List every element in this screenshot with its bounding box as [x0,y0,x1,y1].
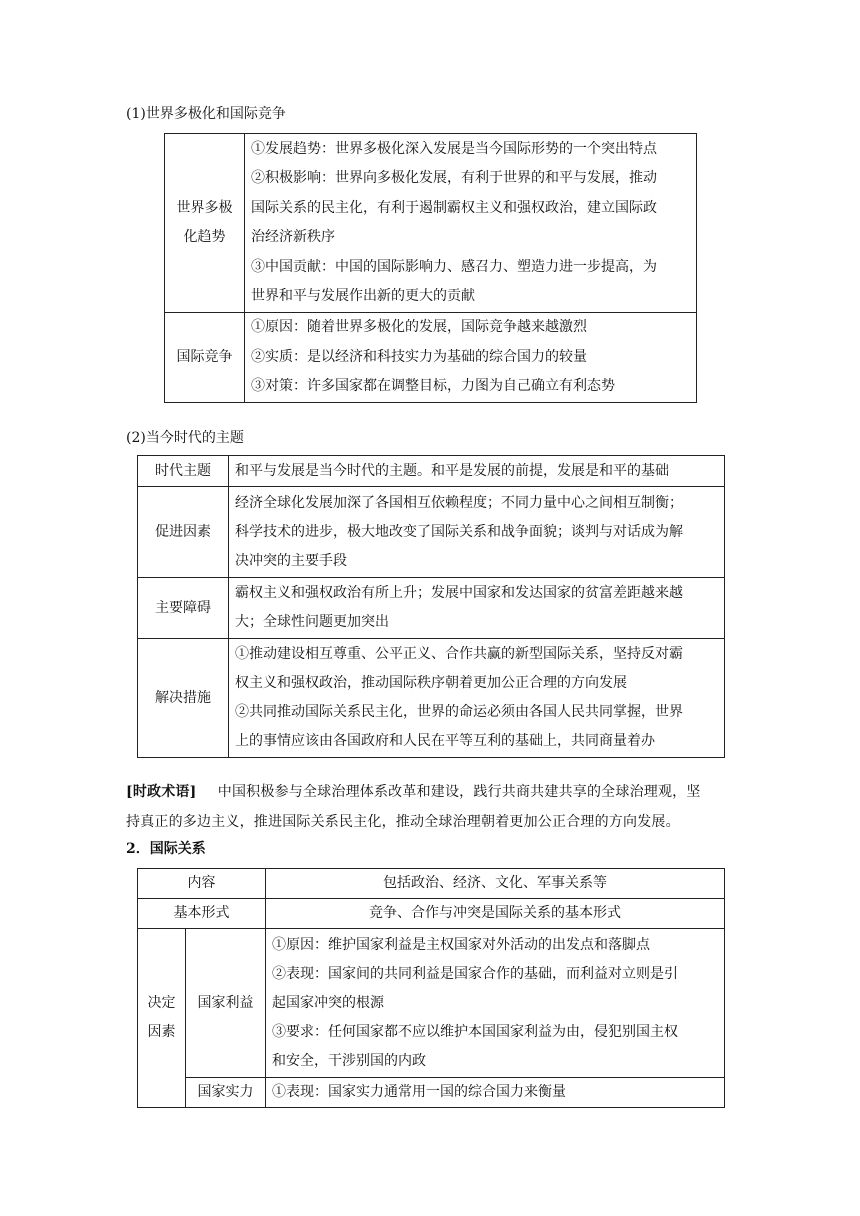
content-line: ①发展趋势：世界多极化深入发展是当今国际形势的一个突出特点 [251,140,657,157]
form-label: 基本形式 [138,899,266,929]
theme-table [137,455,725,758]
row-content [245,313,697,403]
multipolarity-table [164,133,697,403]
content-line: 国际关系的民主化，有利于遏制霸权主义和强权政治，建立国际政 [251,199,657,216]
row-label: 主要障碍 [138,578,229,639]
strength-content: ①表现：国家实力通常用一国的综合国力来衡量 [266,1078,725,1108]
content-line: 和安全，干涉别国的内政 [272,1052,426,1069]
content-value: 包括政治、经济、文化、军事关系等 [266,869,725,899]
content-line: 起国家冲突的根源 [272,994,384,1011]
current-affairs-line: 持真正的多边主义，推进国际关系民主化，推动全球治理朝着更加公正合理的方向发展。 [126,814,680,830]
factor-label [138,929,186,1108]
current-affairs-tag: [时政术语] [126,784,197,800]
content-line: 决冲突的主要手段 [235,552,347,569]
table-row [138,578,725,639]
content-line: 治经济新秩序 [251,229,335,245]
table-row [138,487,725,578]
content-line: ③中国贡献：中国的国际影响力、感召力、塑造力进一步提高，为 [251,258,657,275]
content-line: 霸权主义和强权政治有所上升；发展中国家和发达国家的贫富差距越来越 [235,585,683,601]
current-affairs-paragraph [126,777,726,837]
content-line: 科学技术的进步，极大地改变了国际关系和战争面貌；谈判与对话成为解 [235,523,683,540]
content-line: ③对策：许多国家都在调整目标，力图为自己确立有利态势 [251,378,615,394]
table-row [138,899,725,929]
content-line: ①原因：维护国家利益是主权国家对外活动的出发点和落脚点 [272,936,650,953]
label-line: 世界多极 [176,199,233,216]
row-content [245,134,697,313]
form-value: 竞争、合作与冲突是国际关系的基本形式 [266,899,725,929]
table-row [165,313,697,403]
content-line: ③要求：任何国家都不应以维护本国国家利益为由，侵犯别国主权 [272,1023,678,1040]
row-content: 和平与发展是当今时代的主题。和平是发展的前提，发展是和平的基础 [229,456,725,487]
row-label: 促进因素 [138,487,229,578]
label-line: 决定 [147,995,176,1011]
content-line: ②表现：国家间的共同利益是国家合作的基础，而利益对立则是引 [272,965,678,982]
content-line: ①推动建设相互尊重、公平正义、合作共赢的新型国际关系，坚持反对霸 [235,646,683,662]
row-label [165,134,245,313]
content-line: ②实质：是以经济和科技实力为基础的综合国力的较量 [251,348,587,365]
section1-heading: (1)世界多极化和国际竞争 [126,106,286,122]
section3-heading: 2．国际关系 [126,841,206,857]
content-line: ②共同推动国际关系民主化，世界的命运必须由各国人民共同掌握，世界 [235,704,683,720]
table-row [138,639,725,758]
content-line: ②积极影响：世界向多极化发展，有利于世界的和平与发展，推动 [251,170,657,186]
table-row [138,929,725,1078]
label-line: 化趋势 [183,229,226,245]
table-row [138,869,725,899]
content-line: ①原因：随着世界多极化的发展，国际竞争越来越激烈 [251,319,587,335]
row-label: 时代主题 [138,456,229,487]
strength-label: 国家实力 [186,1078,266,1108]
row-label: 国际竞争 [165,313,245,403]
table-row [165,134,697,313]
relations-table [137,868,725,1108]
table-row [138,456,725,487]
content-label: 内容 [138,869,266,899]
row-content [229,639,725,758]
content-line: 权主义和强权政治，推动国际秩序朝着更加公正合理的方向发展 [235,675,627,691]
content-line: 大；全球性问题更加突出 [235,614,389,630]
content-line: 上的事情应该由各国政府和人民在平等互利的基础上，共同商量着办 [235,733,655,749]
interest-content [266,929,725,1078]
interest-label: 国家利益 [186,929,266,1078]
content-line: 经济全球化发展加深了各国相互依赖程度；不同力量中心之间相互制衡； [235,494,683,511]
table-row [138,1078,725,1108]
current-affairs-line: 中国积极参与全球治理体系改革和建设，践行共商共建共享的全球治理观，坚 [217,784,701,800]
row-label: 解决措施 [138,639,229,758]
label-line: 因素 [147,1024,176,1040]
row-content [229,487,725,578]
row-content [229,578,725,639]
content-line: 世界和平与发展作出新的更大的贡献 [251,288,475,304]
section2-heading: (2)当今时代的主题 [126,430,244,446]
